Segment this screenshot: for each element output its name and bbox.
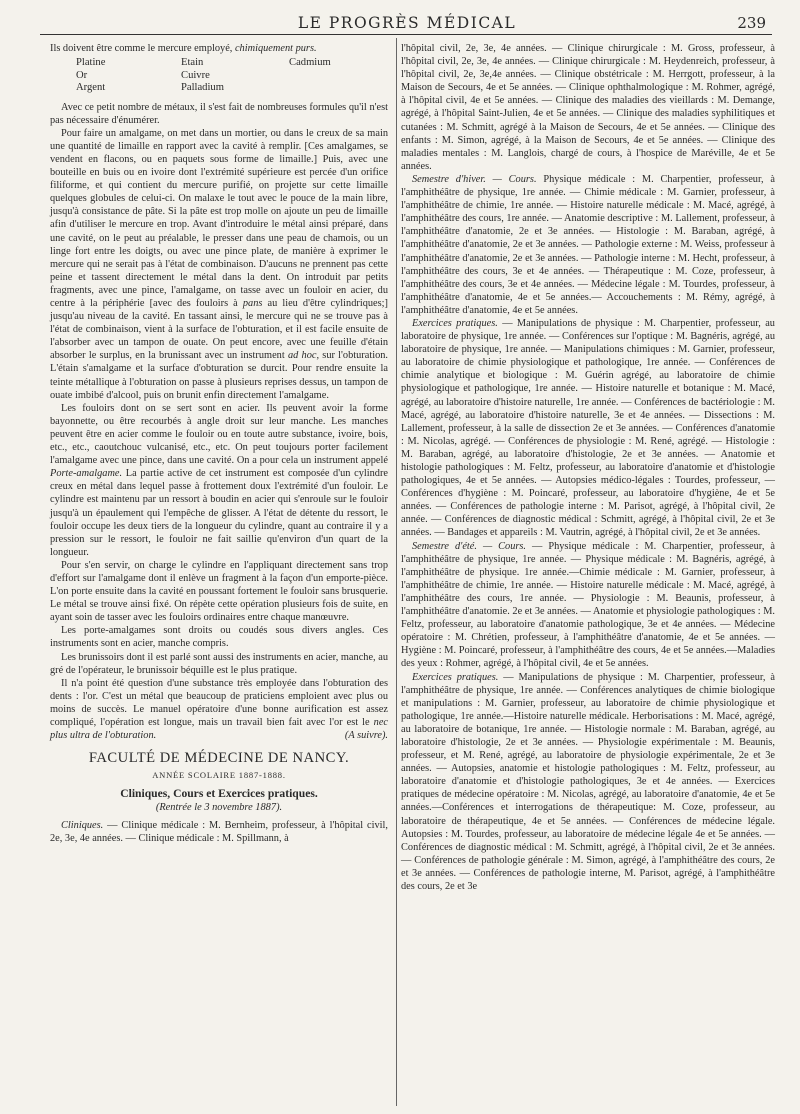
- italic-run: pans: [242, 298, 263, 309]
- left-column: [50, 42, 388, 845]
- italic-run: nec plus ultra de l'obturation.: [50, 717, 388, 742]
- text-run: sur l'obturation. L'étain s'amalgame et la surface d'obturation se durcit. Pour rendre ensuite la teinte métallique à l'obturation on passe à plusieurs reprises dessus, un tampon de ouate imbibé d'alcool, puis on brunit enfin directement l'amalgame.: [50, 350, 389, 401]
- right-column: [401, 42, 775, 893]
- metal-item: [289, 82, 389, 95]
- italic-run: ad hoc,: [287, 350, 320, 362]
- column-divider: [396, 38, 397, 1106]
- italic-label: Semestre d'hiver. — Cours.: [412, 173, 537, 185]
- paragraph: [401, 540, 775, 671]
- metal-item: Cadmium: [289, 57, 331, 69]
- metal-item: Cuivre: [181, 69, 210, 81]
- italic-label: Cliniques.: [61, 819, 104, 831]
- text-run: Les fouloirs dont on se sert sont en acier. Ils peuvent avoir la forme bayonnette, ou être recourbés à angle droit sur leur manche. Les manches peuvent être en acier comme le fouloir ou en toute autre substance, ivoire, bois, etc., etc., caoutchouc vulcanisé, etc., etc. On peut toujours porter facilement l'amalgame avec une pince, dans une cavité. On a pour cela un instrument appelé: [50, 402, 388, 467]
- paragraph: l'hôpital civil, 2e, 3e, 4e années. — Clinique chirurgicale : M. Gross, professeur, à l'hôpital civil, 2e, 3e, 4e années. — Clinique chirurgicale : M. Heydenreich, professeur, à l'hôpital civil, 2e, 3e,4e années. — Clinique obstétricale : M. Herrgott, professeur, à la Maison de Secours, 4e et 5e années. — Clinique ophthalmologique : M. Rohmer, agrégé, à l'hôpital civil, 4e et 5e années. — Clinique des maladies des vieillards : M. Demange, agrégé, à l'hôpital Saint-Julien, 4e et 5e années. — Clinique des maladies syphilitiques et cutanées : M. Schmitt, agrégé à la Maison de Secours, 4e et 5e années. — Clinique des enfants : M. Simon, agrégé, à la Maison de Secours, 4e et 5e années. — Clinique des maladies mentales : M. Langlois, chargé de cours, à l'hospice de Maréville, 4e et 5e années.: [401, 43, 775, 172]
- intro-italic: chimiquement purs.: [234, 43, 317, 54]
- paragraph: [401, 671, 775, 894]
- italic-run: Porte-amalgame.: [50, 468, 123, 480]
- intro-text: Ils doivent être comme le mercure employé,: [50, 43, 235, 54]
- page-header: [44, 10, 770, 34]
- page-number: 239: [737, 14, 766, 32]
- text-run: au lieu d'être cylindriques;] jusqu'au niveau de la cavité. En tassant ainsi, le mercure qui ne se trouve pas à l'état de combinaison, vient à la surface de l'obturation, et il est facile ensuite de l'absorber avec un tampon de ouate. On peut encore, avec une feuille d'étain absorber le surplus, en la brunissant avec un instrument: [50, 298, 388, 362]
- paragraph: Les porte-amalgames sont droits ou coudés sous divers angles. Ces instruments sont en acier, manche compris.: [50, 625, 388, 650]
- metal-item: Argent: [76, 82, 106, 94]
- italic-label: Semestre d'été. — Cours.: [412, 540, 527, 552]
- to-be-continued: (A suivre).: [344, 730, 388, 742]
- paragraph: [50, 402, 388, 559]
- italic-label: Exercices pratiques.: [412, 317, 498, 329]
- text-run: Il n'a point été question d'une substance très employée dans l'obturation des dents : l'or. C'est un métal que beaucoup de praticiens emploient avec plus ou moins de succès. Le manuel opératoire d'une bonne aurification est assez compliqué, l'opération est longue, mais un travail bien fait avec l'or est le: [50, 677, 388, 728]
- text-run: — Clinique médicale : M. Bernheim, professeur, à l'hôpital civil, 2e, 3e, 4e années. — Clinique médicale : M. Spillmann, à: [50, 819, 388, 844]
- text-run: — Manipulations de physique : M. Charpentier, professeur, au laboratoire de physique, 1re année. — Conférences sur l'optique : M. Bagnéris, agrégé, au laboratoire de physique, 1re année. — Manipulations chimiques : M. Garnier, professeur, au laboratoire de chimie physiologique et pathologique, 1re année. — Conférences de chimie analytique et biologique : M. Guérin agrégé, au laboratoire de chimie physiologique et pathologique, 1re année. — Histoire naturelle et botanique : M. Macé, agrégé, au laboratoire d'histoire naturelle, 1re année. — Conférences de bactériologie : M. Macé, agrégé, au laboratoire d'histoire naturelle, 3e et 4e années. — Dissections : M. Lallement, professeur, à la salle de dissection 2e et 3e années. — Conférences d'anatomie : M. Nicolas, agrégé. — Conférences de physiologie : M. René, agrégé. — Histologie : M. Baraban, agrégé, au laboratoire d'histologie, 2e et 3e années. — Anatomie et histologie pathologiques : M. Feltz, professeur, au laboratoire d'anatomie et d'histologie pathologiques, 4e et 5e années. — Autopsies médico-légales : Tourdes, professeur, — Conférences d'hygiène : M. Poincaré, professeur, au laboratoire d'hygiène, 4e et 5e années. — Conférences de pathologie interne : M. Parisot, agrégé, à l'hôpital civil, 2e année. — Conférences de diagnostic médical : Schmitt, agrégé, à l'hôpital civil, 2e et 3e années. — Bandages et appareils : M. Vautrin, agrégé, à l'hôpital civil, 2e et 3e années.: [401, 317, 775, 539]
- paragraph: Les brunissoirs dont il est parlé sont aussi des instruments en acier, manche, au gré de l'opérateur, le brunissoir béquille est le plus pratique.: [50, 651, 388, 676]
- text-run: La partie active de cet instrument est composée d'un cylindre creux en métal dans lequel passe à frottement doux l'extrémité d'un fouloir. Le cylindre est maintenu par un ressort à boudin en acier qui s'enroule sur le fouloir jusqu'à un épaulement qui l'empêche de glisser. A l'état de détente du ressort, le fouloir occupe les deux tiers de la longueur du cylindre, quant au contraire il y a pression sur le ressort, le fouloir ne fait saillie qu'environ d'un quart de la longueur.: [50, 468, 388, 558]
- italic-label: Exercices pratiques.: [412, 671, 499, 683]
- metal-item: Platine: [76, 57, 106, 69]
- paragraph: [401, 317, 775, 540]
- paragraph: [50, 127, 388, 402]
- start-date: (Rentrée le 3 novembre 1887).: [155, 802, 283, 814]
- paragraph: [50, 677, 388, 742]
- metals-list: [76, 57, 388, 95]
- paragraph: Avec ce petit nombre de métaux, il s'est fait de nombreuses formules qu'il n'est pas nécessaire d'énumérer.: [50, 101, 388, 126]
- text-run: — Manipulations de physique : M. Charpentier, professeur, à l'amphithéâtre de physique, 1re année. — Conférences analytiques de chimie biologique et manipulations : M. Garnier, professeur, au laboratoire de chimie physiologique et pathologique, 1re année.—Histoire naturelle médicale. Herborisations : M. Macé, agrégé, au laboratoire de botanique, 1re année. — Histologie normale : M. Baraban, agrégé, au laboratoire d'histologie, 2e et 3e années. — Physiologie expérimentale : M. Beaunis, professeur, et M. René, agrégé, au laboratoire de physiologie expérimentale, 2e et 3e années. — Autopsies, anatomie et histologie pathologiques : M. Feltz, professeur, au laboratoire d'anatomie et d'histologie pathologiques, 3e et 4e années. — Exercices pratiques de médecine opératoire : M. Nicolas, agrégé, au laboratoire d'anatomie, 4e et 5e années.—Conférences et interrogations de thérapeutique: M. Coze, professeur, au laboratoire de thérapeutique, 4e et 5e années. — Conférences de médecine légale. Autopsies : M. Tourdes, professeur, au laboratoire de médecine légale 4e et 5e années. — Conférences de diagnostic médical : M. Schmitt, agrégé, à l'hôpital civil, 2e et 3e années. — Conférences de pathologie générale : M. Simon, agrégé, à l'amphithéâtre des cours, 2e et 3e années. — Conférences de pathologie interne, M. Parisot, agrégé, à l'amphithéâtre des cours, 2e et 3e: [401, 671, 775, 892]
- text-run: Physique médicale : M. Charpentier, professeur, à l'amphithéâtre de physique, 1re année. — Chimie médicale : M. Garnier, professeur, à l'amphithéâtre de chimie, 1re année. — Histoire naturelle médicale : M. Macé, agrégé, à l'amphithéâtre des cours, 1re année. — Anatomie descriptive : M. Lallement, professeur, à l'amphithéâtre d'anatomie, 2e et 3e années. — Histologie : M. Baraban, agrégé, à l'amphithéâtre d'anatomie, 2e et 3e années. — Pathologie externe : M. Weiss, professeur à l'amphithéâtre d'anatomie, 2e et 3e années. — Pathologie interne : M. Hecht, professeur, à l'amphithéâtre des cours, 3e et 4e années. — Thérapeutique : M. Coze, professeur, à l'amphithéâtre des cours, 3e et 4e années. — Médecine légale : M. Tourdes, professeur, à l'amphithéâtre d'anatomie, 4e et 5e années.— Accouchements : M. Rémy, agrégé, à l'amphithéâtre d'anatomie, 4e et 5e années.: [401, 173, 775, 316]
- metal-item: [289, 70, 389, 83]
- school-year: ANNÉE SCOLAIRE 1887-1888.: [152, 770, 286, 781]
- text-run: — Physique médicale : M. Charpentier, professeur, à l'amphithéâtre de physique, 1re année. — Physique médicale : M. Bagnéris, agrégé, à l'amphithéâtre de physique. 1re année.—Chimie médicale : M. Garnier, professeur, à l'amphithéâtre de chimie, 1re année. — Histoire naturelle médicale : M. Macé, agrégé, à l'amphithéâtre des cours, 1re année. — Physiologie : M. Beaunis, professeur, à l'amphithéâtre d'anatomie. 2e et 3e années. — Anatomie et physiologie pathologiques : M. Feltz, professeur, au laboratoire d'anatomie pathologique, 3e et 4e années. — Médecine opératoire : M. Chrétien, professeur, à l'amphithéâtre d'anatomie, 4e et 5e années. — Hygiène : M. Poincaré, professeur, à l'amphithéâtre des cours, 4e et 5e années.—Maladies des yeux : Rohmer, agrégé, à l'hôpital civil, 4e et 5e années.: [401, 540, 775, 670]
- paragraph: [50, 819, 388, 845]
- paragraph: [401, 173, 775, 317]
- section-heading: FACULTÉ DE MÉDECINE DE NANCY.: [88, 750, 350, 767]
- section-subtitle: Cliniques, Cours et Exercices pratiques.: [120, 787, 318, 801]
- header-rule: [40, 34, 772, 35]
- metal-item: Etain: [181, 57, 204, 69]
- metal-item: Or: [76, 69, 88, 81]
- intro-paragraph: [50, 42, 388, 55]
- paragraph: Pour s'en servir, on charge le cylindre en l'appliquant directement sans trop d'effort sur l'amalgame dont il enlève un fragment à la façon d'un emporte-pièce. L'on porte ensuite dans la cavité en poussant fortement le fouloir sans brusquerie. Le métal se trouve ainsi fixé. On répète cette opération plusieurs fois de suite, en ayant soin de tasser avec les fouloirs ordinaires entre chaque manœuvre.: [50, 559, 388, 624]
- metal-item: Palladium: [181, 82, 224, 94]
- text-run: Pour faire un amalgame, on met dans un mortier, ou dans le creux de sa main une quantité de limaille en rapport avec la cavité à remplir. [Ces amalgames, se vendent en flacons, ou en paquets sous forme de limaille.] Puis, avec une bouteille en buis ou en ivoire dont l'extrémité supérieure est percée d'un orifice filiforme, et qui contient du mercure purifié, on projette sur cette limaille quelques globules de celui-ci. On malaxe le tout avec le pouce de la main libre, jusqu'à consistance de pâte. Si la pâte est trop molle on ajoute un peu de limaille afin d'utiliser le mercure en trop. Avant d'introduire le métal ainsi préparé, dans une cavité, on le peut au préalable, le presser dans une peau de chamois, ou un linge fort entre les doigts, ou avec une pince plate, de manière à exprimer le mercure qui ne serait pas à l'état de combinaison. D'aucuns ne prennent pas cette peine et tassent directement le métal dans la dent. On introduit par petits fragments, avec une pince, l'amalgame, on tasse avec un fouloir en acier, du centre à la périphérie [avec des fouloirs à: [50, 127, 388, 309]
- journal-title: LE PROGRÈS MÉDICAL: [297, 14, 517, 32]
